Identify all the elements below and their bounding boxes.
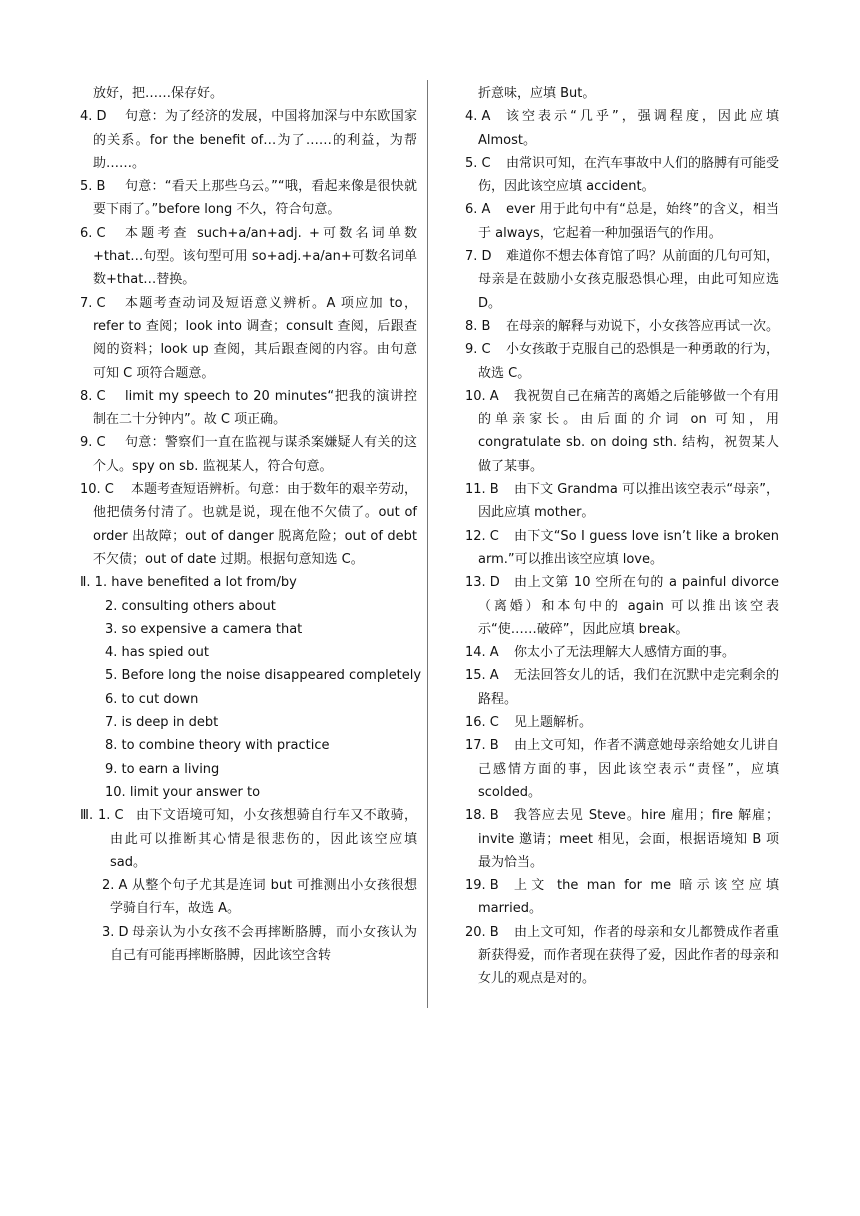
- answer-explanation: 句意：警察们一直在监视与谋杀案嫌疑人有关的这个人。spy on sb. 监视某人，符合句意。: [93, 435, 417, 474]
- answer-item: [80, 105, 417, 175]
- answer-explanation: 由下文语境可知，小女孩想骑自行车又不敢骑，由此可以推断其心情是很悲伤的，因此该空应填 sad。: [110, 808, 417, 870]
- answer-explanation: 你太小了无法理解大人感情方面的事。: [514, 645, 736, 661]
- answer-item: [80, 758, 417, 781]
- answer-item: [80, 478, 417, 571]
- answer-number: 1.: [94, 575, 108, 591]
- answer-item: [80, 175, 417, 222]
- answer-explanation: 母亲认为小女孩不会再摔断胳膊，而小女孩认为自己有可能再摔断胳膊，因此该空含转: [110, 924, 417, 963]
- left-column: [80, 82, 422, 967]
- answer-number: 3. D: [102, 924, 129, 940]
- answer-number: 11. B: [465, 482, 499, 498]
- answer-explanation: 句意：“看天上那些乌云。”“哦，看起来像是很快就要下雨了。”before long 不久，符合句意。: [93, 179, 417, 218]
- answer-number: 2.: [105, 598, 118, 614]
- answer-item: [80, 292, 417, 385]
- answer-explanation: 我答应去见 Steve。hire 雇用；fire 解雇；invite 邀请；meet 相见，会面，根据语境知 B 项最为恰当。: [478, 808, 779, 870]
- section-3-label: Ⅲ.: [80, 808, 94, 824]
- answer-list-part-3: [80, 804, 417, 967]
- answer-number: 9.: [105, 761, 118, 777]
- answer-number: 8. B: [465, 318, 491, 334]
- answer-number: 15. A: [465, 668, 499, 684]
- answer-item: [465, 338, 779, 385]
- answer-number: 5. B: [80, 179, 106, 195]
- answer-phrase: limit your answer to: [129, 784, 261, 800]
- answer-phrase: to combine theory with practice: [121, 738, 330, 754]
- answer-number: 18. B: [465, 808, 499, 824]
- answer-item: [465, 152, 779, 199]
- answer-explanation: 该空表示“几乎”，强调程度，因此应填 Almost。: [478, 109, 779, 148]
- answer-number: 10. A: [465, 388, 499, 404]
- answer-number: 9. C: [465, 342, 491, 358]
- answer-explanation: 句意：为了经济的发展，中国将加深与中东欧国家的关系。for the benefit of…为了……的利益，为帮助……。: [93, 109, 417, 171]
- answer-explanation: 从整个句子尤其是连词 but 可推测出小女孩很想学骑自行车，故选 A。: [110, 878, 417, 917]
- answer-item: [465, 245, 779, 315]
- answer-explanation: 我祝贺自己在痛苦的离婚之后能够做一个有用的单亲家长。由后面的介词 on 可知，用 congratulate sb. on doing sth. 结构，祝贺某人做了某事。: [478, 388, 779, 474]
- answer-number: 6.: [105, 691, 118, 707]
- answer-phrase: to earn a living: [121, 761, 220, 777]
- answer-number: 13. D: [465, 575, 500, 591]
- answer-number: 7. D: [465, 249, 492, 265]
- answer-item: [80, 641, 417, 664]
- answer-item: [80, 222, 417, 292]
- answer-item: [465, 804, 779, 874]
- answer-item: [80, 385, 417, 432]
- answer-phrase: is deep in debt: [121, 715, 219, 731]
- answer-number: 7.: [105, 715, 118, 731]
- answer-explanation: 由上文可知，作者的母亲和女儿都赞成作者重新获得爱，而作者现在获得了爱，因此作者的母亲和女儿的观点是对的。: [478, 924, 779, 987]
- section-2-label: Ⅱ.: [80, 575, 91, 591]
- answer-number: 2. A: [102, 878, 128, 894]
- answer-explanation: 由上文第 10 空所在句的 a painful divorce（离婚）和本句中的 again 可以推出该空表示“使……破碎”，因此应填 break。: [478, 575, 779, 637]
- answer-item: [465, 198, 779, 245]
- answer-phrase: Before long the noise disappeared completely: [121, 668, 422, 684]
- answer-number: 17. B: [465, 738, 499, 754]
- answer-item: [80, 595, 417, 618]
- answer-explanation: limit my speech to 20 minutes“把我的演讲控制在二十分钟内”。故 C 项正确。: [93, 388, 417, 428]
- answer-explanation: 无法回答女儿的话，我们在沉默中走完剩余的路程。: [478, 668, 779, 707]
- answer-item: [80, 688, 417, 711]
- answer-number: 19. B: [465, 878, 499, 894]
- answer-item: [465, 921, 779, 991]
- answer-number: 8. C: [80, 388, 106, 404]
- answer-explanation: 本题考查短语辨析。句意：由于数年的艰辛劳动，他把债务付清了。也就是说，现在他不欠债了。out of order 出故障；out of danger 脱离危险；out of debt 不欠债；out of date 过期。根据句意知选 C。: [93, 482, 418, 567]
- answer-explanation: ever 用于此句中有“总是，始终”的含义，相当于 always，它起着一种加强语气的作用。: [478, 202, 779, 241]
- answer-item: [465, 571, 779, 641]
- answer-item: [80, 664, 422, 687]
- answer-list-part-2: [80, 595, 422, 805]
- section-2-header: [80, 571, 417, 594]
- answer-number: 9. C: [80, 435, 106, 451]
- answer-phrase: to cut down: [121, 691, 199, 707]
- answer-number: 6. A: [465, 202, 491, 218]
- answer-number: 3.: [105, 621, 118, 637]
- answer-item: [80, 618, 417, 641]
- answer-number: 10.: [105, 784, 126, 800]
- answer-item: [465, 641, 779, 664]
- answer-explanation: 由下文“So I guess love isn’t like a broken arm.”可以推出该空应填 love。: [478, 528, 779, 567]
- answer-explanation: 小女孩敢于克服自己的恐惧是一种勇敢的行为，故选 C。: [478, 342, 780, 381]
- answer-explanation: 本题考查动词及短语意义辨析。A 项应加 to，refer to 查阅；look into 调查；consult 查阅，后跟查阅的资料；look up 查阅，其后跟查阅的内容。由句意可知 C 项符合题意。: [93, 295, 417, 381]
- answer-explanation: 本题考查 such+a/an+adj. +可数名词单数+that…句型。该句型可用 so+adj.+a/an+可数名词单数+that…替换。: [93, 225, 417, 288]
- continuation-text: 折意味，应填 But。: [478, 86, 596, 101]
- answer-phrase: so expensive a camera that: [121, 621, 303, 637]
- answer-number: 1. C: [98, 808, 124, 824]
- answer-number: 12. C: [465, 528, 499, 544]
- answer-item: [80, 711, 417, 734]
- answer-item: [465, 734, 779, 804]
- answer-number: 20. B: [465, 924, 499, 940]
- answer-number: 4. A: [465, 109, 491, 125]
- answer-explanation: 在母亲的解释与劝说下，小女孩答应再试一次。: [506, 318, 780, 334]
- answer-item: [465, 478, 779, 525]
- answer-number: 14. A: [465, 645, 499, 661]
- answer-item: [465, 525, 779, 572]
- answer-item: [465, 711, 779, 734]
- answer-explanation: 见上题解析。: [514, 715, 593, 731]
- answer-explanation: 由常识可知，在汽车事故中人们的胳膊有可能受伤，因此该空应填 accident。: [478, 155, 780, 195]
- answer-phrase: consulting others about: [121, 598, 276, 614]
- answer-explanation: 上文 the man for me 暗示该空应填 married。: [478, 878, 779, 917]
- answer-number: 6. C: [80, 225, 106, 241]
- section-2-first: [91, 575, 297, 590]
- right-column: [465, 82, 779, 991]
- answer-number: 16. C: [465, 715, 499, 731]
- answer-list-part-4: [465, 105, 779, 990]
- answer-number: 5. C: [465, 155, 491, 171]
- answer-number: 8.: [105, 738, 118, 754]
- answer-item: [80, 804, 417, 874]
- answer-item: [80, 874, 417, 921]
- answer-item: [465, 874, 779, 921]
- answer-explanation: 难道你不想去体育馆了吗？从前面的几句可知，母亲是在鼓励小女孩克服恐惧心理，由此可知应选 D。: [478, 249, 780, 311]
- answer-item: [80, 734, 417, 757]
- answer-number: 7. C: [80, 295, 106, 311]
- answer-explanation: 由下文 Grandma 可以推出该空表示“母亲”，因此应填 mother。: [478, 482, 779, 521]
- answer-item: [80, 431, 417, 478]
- answer-item: [80, 781, 417, 804]
- answer-explanation: 由上文可知，作者不满意她母亲给她女儿讲自己感情方面的事，因此该空表示“责怪”，应填 scolded。: [478, 738, 779, 800]
- answer-phrase: has spied out: [121, 645, 209, 661]
- answer-number: 4. D: [80, 109, 107, 125]
- answer-item: [465, 664, 779, 711]
- answer-number: 4.: [105, 645, 118, 661]
- answer-phrase: have benefited a lot from/by: [111, 575, 297, 591]
- answer-number: 10. C: [80, 482, 114, 498]
- answer-item: [465, 105, 779, 152]
- answer-item: [465, 315, 779, 338]
- answer-item: [80, 921, 417, 968]
- continuation-text: 放好，把……保存好。: [93, 86, 224, 101]
- answer-item: [465, 385, 779, 478]
- answer-number: 5.: [105, 668, 118, 684]
- answer-list-part-1: [80, 105, 417, 571]
- column-divider: [427, 80, 428, 1008]
